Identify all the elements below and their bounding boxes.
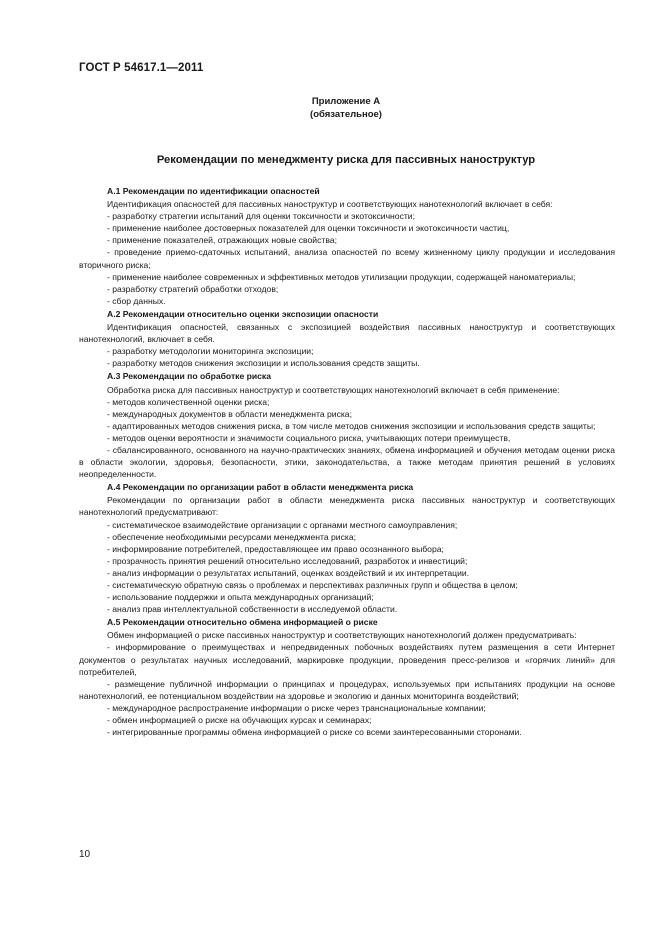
list-item-text: адаптированных методов снижения риска, в том числе методов снижения экспозиции и использования средств защиты; bbox=[112, 420, 596, 431]
list-item bbox=[79, 246, 615, 270]
list-item bbox=[79, 543, 615, 555]
list-dash: - bbox=[107, 592, 113, 603]
list-item bbox=[79, 444, 615, 480]
list-item bbox=[79, 357, 615, 369]
appendix-label: Приложение А bbox=[311, 96, 381, 107]
list-dash: - bbox=[107, 420, 113, 431]
list-item bbox=[79, 295, 615, 307]
appendix-status: (обязательное) bbox=[310, 109, 382, 120]
list-dash: - bbox=[107, 519, 113, 530]
list-item-text: применение наиболее достоверных показателей для оценки токсичности и экотоксичности частиц, bbox=[112, 223, 510, 234]
list-dash: - bbox=[107, 295, 113, 306]
section-heading: А.5 Рекомендации относительно обмена информацией о риске bbox=[107, 617, 378, 628]
list-item bbox=[79, 234, 615, 246]
list-item bbox=[79, 555, 615, 567]
list-dash: - bbox=[107, 432, 113, 443]
list-dash: - bbox=[107, 444, 113, 455]
list-item bbox=[79, 420, 615, 432]
list-item-text: обмен информацией о риске на обучающих курсах и семинарах; bbox=[112, 715, 372, 726]
list-dash: - bbox=[107, 408, 113, 419]
list-dash: - bbox=[107, 678, 115, 689]
list-item-text: анализ информации о результатах испытаний, оценках воздействий и их интерпретации. bbox=[112, 567, 470, 578]
list-item-text: методов оценки вероятности и значимости социального риска, учитывающих потери преимуществ, bbox=[112, 432, 511, 443]
list-item-text: разработку методологии мониторинга экспозиции; bbox=[112, 346, 314, 357]
list-item-text: разработку стратегии испытаний для оценки токсичности и экотоксичности; bbox=[112, 211, 415, 222]
list-dash: - bbox=[107, 235, 113, 246]
list-item-text: информирование потребителей, предоставляющее им право осознанного выбора; bbox=[112, 543, 444, 554]
list-item bbox=[79, 210, 615, 222]
list-item bbox=[79, 726, 615, 738]
list-item bbox=[79, 567, 615, 579]
list-item bbox=[79, 408, 615, 420]
list-item bbox=[79, 222, 615, 234]
list-item-text: систематическую обратную связь о проблемах и перспективах различных групп и общества в целом; bbox=[112, 580, 518, 590]
list-item-text: международных документов в области менеджмента риска; bbox=[112, 408, 352, 419]
list-item-text: проведение приемо-сдаточных испытаний, анализа опасностей по всему жизненному циклу продукции и исследования вторичного риска; bbox=[79, 247, 615, 270]
section-heading: А.4 Рекомендации по организации работ в области менеджмента риска bbox=[107, 482, 414, 493]
list-dash: - bbox=[107, 531, 113, 542]
list-dash: - bbox=[107, 604, 113, 615]
list-item-text: использование поддержки и опыта международных организаций; bbox=[112, 592, 374, 603]
list-dash: - bbox=[107, 211, 113, 222]
list-item-text: систематическое взаимодействие организации с органами местного самоуправления; bbox=[112, 519, 458, 530]
list-dash: - bbox=[107, 358, 113, 369]
list-item-text: интегрированные программы обмена информацией о риске со всеми заинтересованными сторонами. bbox=[112, 727, 522, 738]
section-heading: А.2 Рекомендации относительно оценки экспозиции опасности bbox=[107, 308, 379, 319]
list-item-text: методов количественной оценки риска; bbox=[112, 396, 270, 407]
list-item-text: сбалансированного, основанного на научно-практических знаниях, обмена информацией и обучения методам оценки риска в области экологии, здоровья, безопасности, этики, законодательства, а также методам принятия решений в условиях неопределенности. bbox=[79, 444, 615, 480]
page-number: 10 bbox=[79, 849, 91, 860]
list-dash: - bbox=[107, 271, 113, 282]
list-item-text: обеспечение необходимыми ресурсами менеджмента риска; bbox=[112, 531, 357, 542]
list-item-text: сбор данных. bbox=[112, 295, 166, 306]
list-item bbox=[79, 396, 615, 408]
standard-header: ГОСТ Р 54617.1—2011 bbox=[79, 62, 204, 74]
section-intro: Идентификация опасностей, связанных с экспозицией воздействия пассивных наноструктур и соответствующих нанотехнологий, включает в себя. bbox=[79, 322, 615, 345]
list-dash: - bbox=[107, 223, 113, 234]
list-item bbox=[79, 641, 615, 677]
section-intro: Идентификация опасностей для пассивных наноструктур и соответствующих нанотехнологий включает в себя: bbox=[107, 199, 553, 210]
document-title: Рекомендации по менеджменту риска для пассивных наноструктур bbox=[156, 154, 536, 166]
list-item-text: применение наиболее современных и эффективных методов утилизации продукции, содержащей наноматериалы; bbox=[112, 271, 576, 282]
section-intro: Обмен информацией о риске пассивных наноструктур и соответствующих нанотехнологий должен предусматривать: bbox=[107, 630, 577, 641]
list-item bbox=[79, 714, 615, 726]
appendix-block bbox=[0, 95, 661, 121]
list-item bbox=[79, 531, 615, 543]
list-dash: - bbox=[107, 727, 113, 738]
list-item-text: прозрачность принятия решений относительно исследований, разработок и инвестиций; bbox=[112, 555, 468, 566]
list-dash: - bbox=[107, 283, 113, 294]
list-dash: - bbox=[107, 346, 113, 357]
list-dash: - bbox=[107, 580, 113, 590]
section-intro: Обработка риска для пассивных наноструктур и соответствующих нанотехнологий включает в себя применение: bbox=[107, 384, 560, 395]
list-dash: - bbox=[107, 247, 115, 258]
list-item bbox=[79, 603, 615, 615]
list-item-text: разработку стратегий обработки отходов; bbox=[112, 283, 279, 294]
list-dash: - bbox=[107, 567, 113, 578]
list-item bbox=[79, 432, 615, 444]
list-item bbox=[79, 283, 615, 295]
list-dash: - bbox=[107, 396, 113, 407]
list-item bbox=[79, 702, 615, 714]
section-intro: Рекомендации по организации работ в области менеджмента риска пассивных наноструктур и соответствующих нанотехнологий предусматривают: bbox=[79, 495, 615, 518]
list-item bbox=[79, 678, 615, 702]
list-item bbox=[79, 591, 615, 603]
list-item bbox=[79, 271, 615, 283]
document-body bbox=[79, 184, 615, 738]
section-heading: А.1 Рекомендации по идентификации опасностей bbox=[107, 186, 320, 196]
list-item bbox=[79, 345, 615, 357]
list-item bbox=[79, 519, 615, 531]
list-item-text: анализ прав интеллектуальной собственности в исследуемой области. bbox=[112, 604, 398, 615]
list-dash: - bbox=[107, 715, 113, 726]
list-item-text: применение показателей, отражающих новые свойства; bbox=[112, 235, 337, 246]
list-item bbox=[79, 579, 615, 591]
list-dash: - bbox=[107, 543, 113, 554]
list-item-text: информирование о преимуществах и непредвиденных побочных воздействиях путем размещения в сети Интернет документов о результатах научных исследований, маркировке продукции, проведения пресс-релизов и «горячих линий» для потребителей, bbox=[79, 642, 616, 677]
list-item-text: международное распространение информации о риске через транснациональные компании; bbox=[112, 702, 486, 713]
list-dash: - bbox=[107, 555, 113, 566]
list-item-text: размещение публичной информации о принципах и процедурах, используемых при испытаниях продукции на основе нанотехнологий, ее потенциальном воздействии на здоровье и экологию и данных мониторинга воздействий; bbox=[79, 678, 615, 701]
list-dash: - bbox=[107, 702, 113, 713]
section-heading: А.3 Рекомендации по обработке риска bbox=[107, 371, 272, 382]
list-dash: - bbox=[107, 642, 116, 653]
list-item-text: разработку методов снижения экспозиции и использования средств защиты. bbox=[112, 358, 420, 369]
